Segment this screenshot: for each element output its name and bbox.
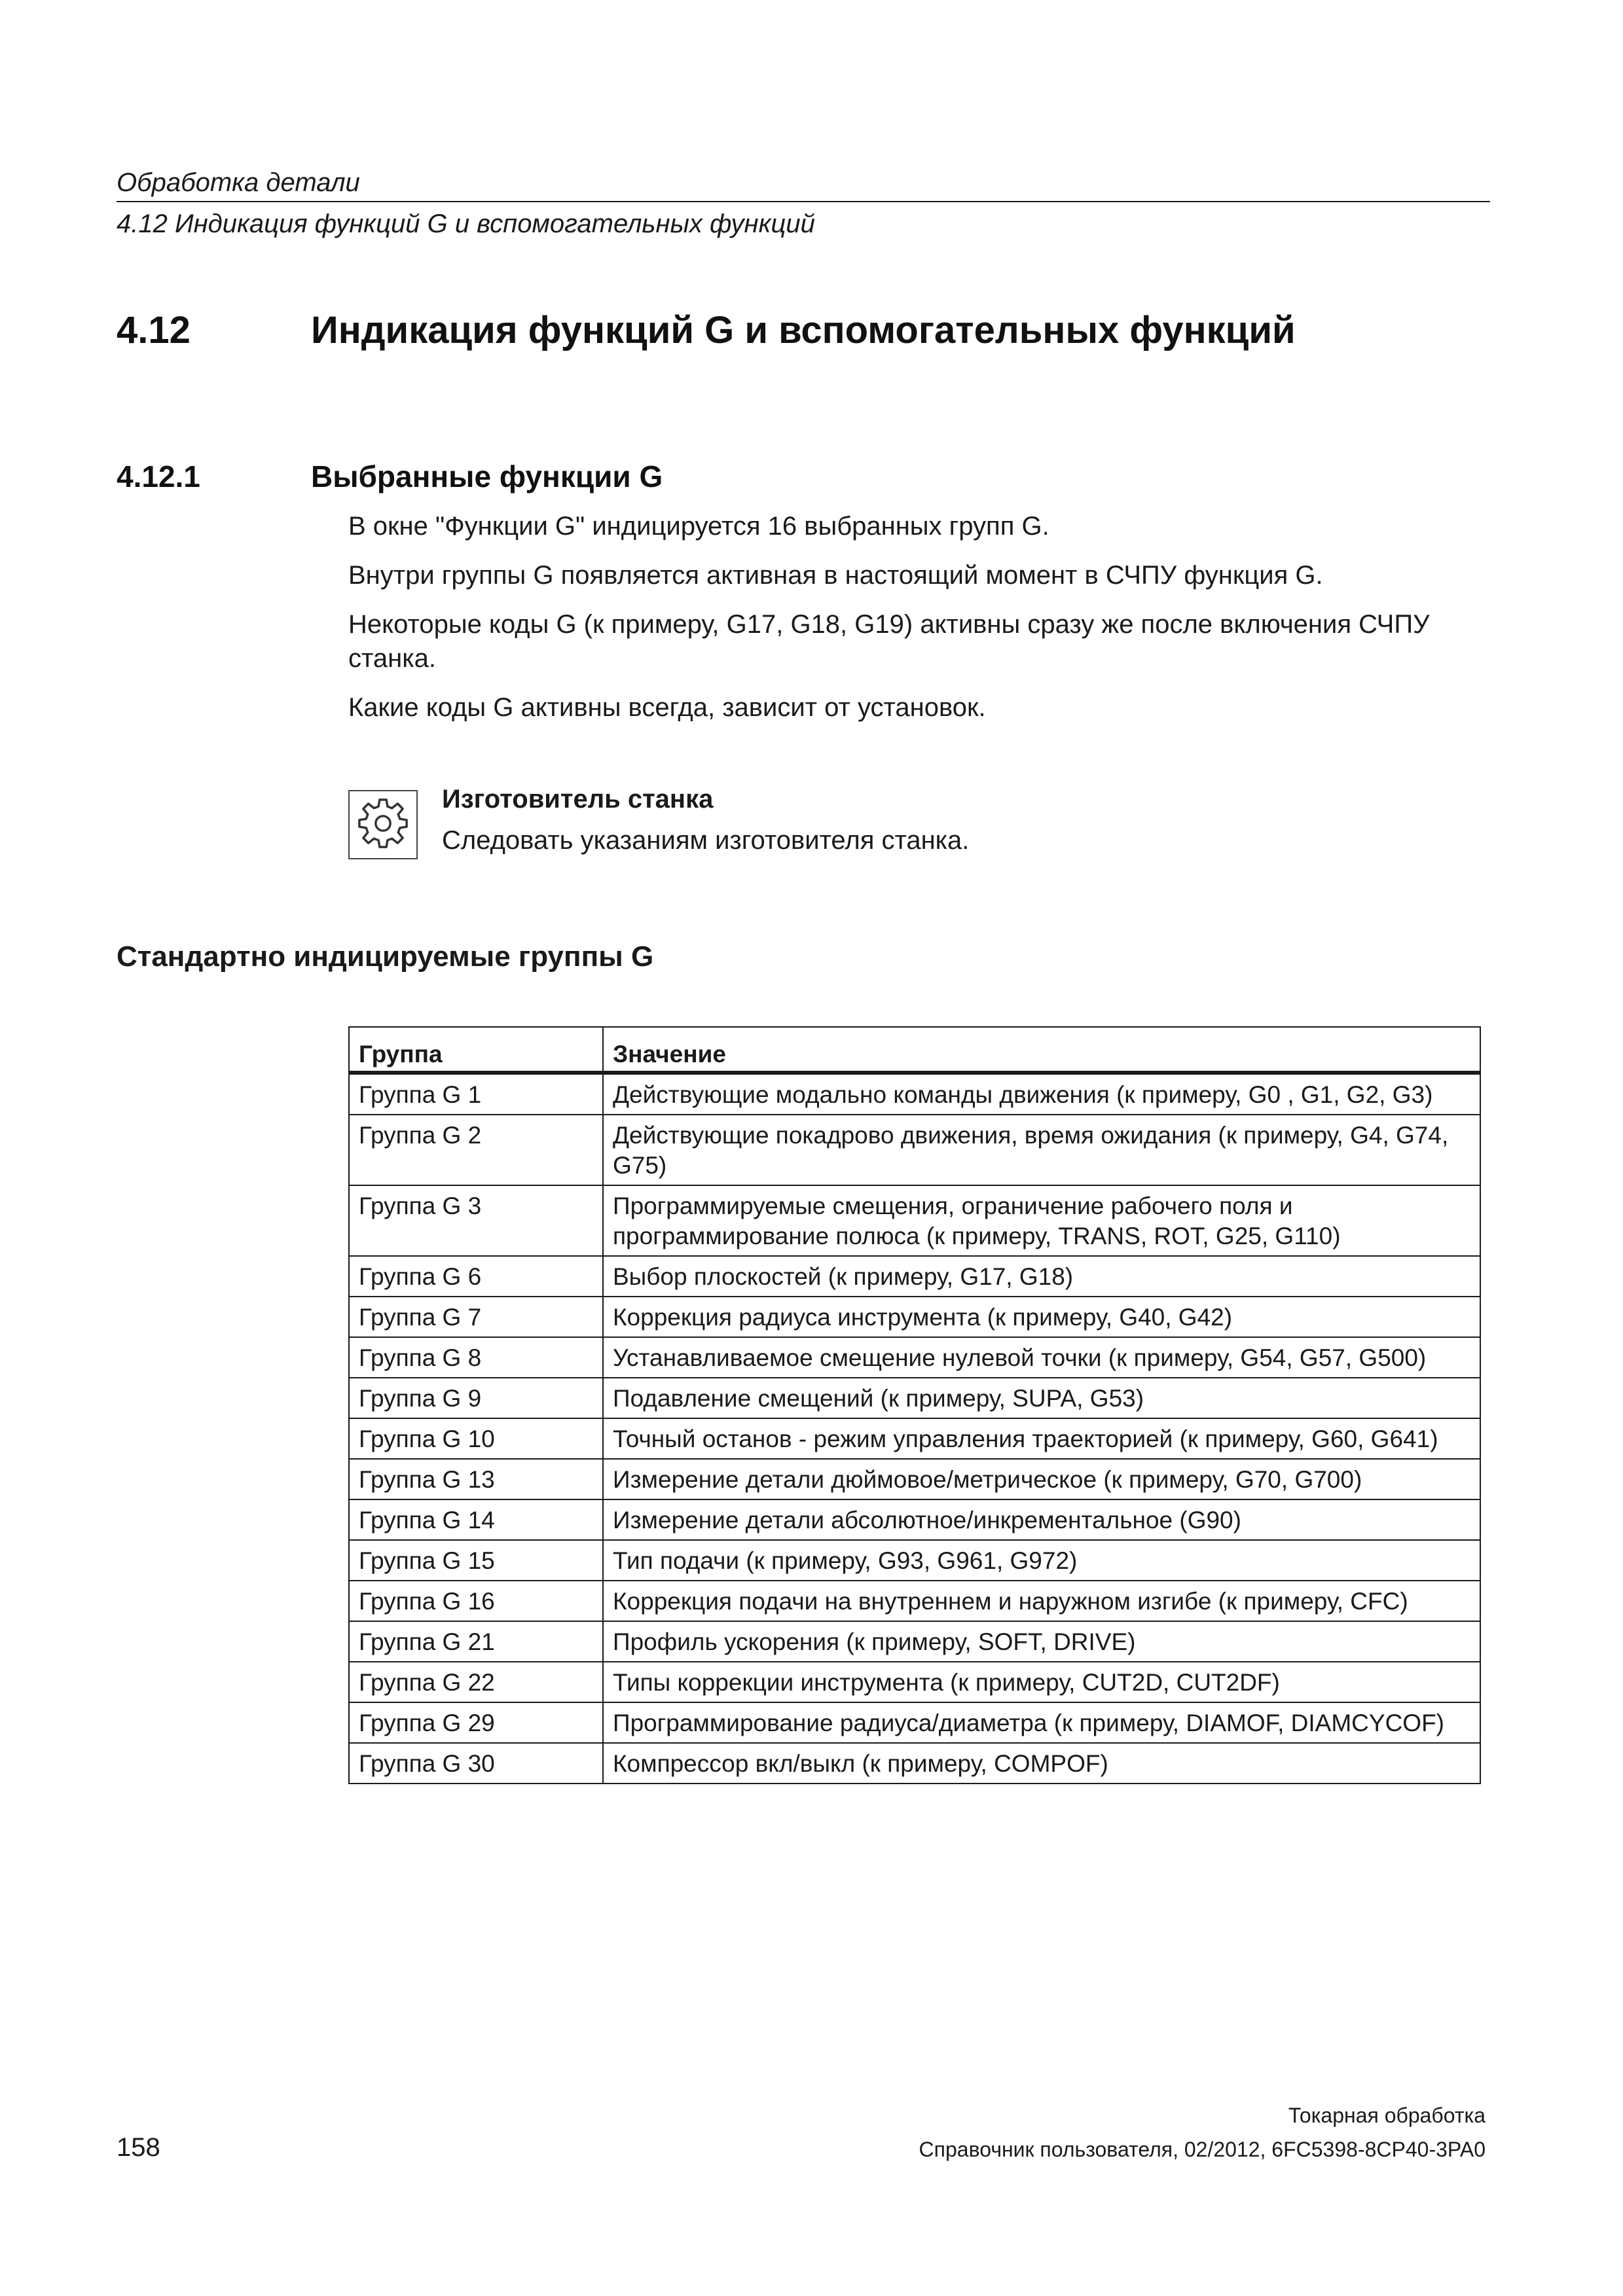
meaning-cell: Действующие покадрово движения, время ожидания (к примеру, G4, G74, G75) (603, 1115, 1480, 1185)
footer-book-title: Токарная обработка (1288, 2104, 1486, 2127)
table-row (349, 1540, 1480, 1581)
group-cell: Группа G 30 (349, 1743, 603, 1784)
table-row (349, 1418, 1480, 1459)
subsection-number: 4.12.1 (117, 459, 200, 493)
paragraph: Внутри группы G появляется активная в настоящий момент в СЧПУ функция G. (348, 561, 1323, 590)
meaning-cell: Тип подачи (к примеру, G93, G961, G972) (603, 1540, 1480, 1581)
meaning-cell: Типы коррекции инструмента (к примеру, CUT2D, CUT2DF) (603, 1662, 1480, 1702)
meaning-cell: Программирование радиуса/диаметра (к примеру, DIAMOF, DIAMCYCOF) (603, 1702, 1480, 1743)
group-cell: Группа G 15 (349, 1540, 603, 1581)
table-row (349, 1378, 1480, 1418)
group-cell: Группа G 2 (349, 1115, 603, 1185)
group-cell: Группа G 10 (349, 1418, 603, 1459)
table-header-row (349, 1027, 1480, 1073)
table-row (349, 1337, 1480, 1378)
meaning-cell: Подавление смещений (к примеру, SUPA, G53) (603, 1378, 1480, 1418)
group-cell: Группа G 6 (349, 1256, 603, 1297)
group-cell: Группа G 13 (349, 1459, 603, 1499)
group-cell: Группа G 14 (349, 1499, 603, 1540)
section-title: Индикация функций G и вспомогательных функций (311, 309, 1296, 351)
note-text: Следовать указаниям изготовителя станка. (442, 826, 970, 855)
meaning-cell: Программируемые смещения, ограничение рабочего поля и программирование полюса (к примеру, TRANS, ROT, G25, G110) (603, 1185, 1480, 1256)
table-row (349, 1621, 1480, 1662)
section-number: 4.12 (117, 309, 191, 351)
meaning-cell: Коррекция подачи на внутреннем и наружном изгибе (к примеру, CFC) (603, 1581, 1480, 1621)
group-cell: Группа G 16 (349, 1581, 603, 1621)
table-row (349, 1459, 1480, 1499)
meaning-cell: Измерение детали дюймовое/метрическое (к примеру, G70, G700) (603, 1459, 1480, 1499)
paragraph: Какие коды G активны всегда, зависит от установок. (348, 693, 986, 722)
g-groups-table (348, 1026, 1481, 1784)
meaning-cell: Профиль ускорения (к примеру, SOFT, DRIVE) (603, 1621, 1480, 1662)
group-cell: Группа G 8 (349, 1337, 603, 1378)
table-row (349, 1115, 1480, 1185)
header-divider (117, 201, 1490, 202)
paragraph: Некоторые коды G (к примеру, G17, G18, G19) активны сразу же после включения СЧПУ станка. (348, 610, 1430, 673)
table-row (349, 1297, 1480, 1337)
meaning-cell: Выбор плоскостей (к примеру, G17, G18) (603, 1256, 1480, 1297)
table-heading: Стандартно индицируемые группы G (117, 941, 654, 973)
note-icon-box (348, 790, 418, 859)
group-cell: Группа G 22 (349, 1662, 603, 1702)
page-number: 158 (117, 2133, 160, 2162)
note-title: Изготовитель станка (442, 785, 714, 814)
running-header-chapter: Обработка детали (117, 168, 360, 197)
gear-icon (355, 795, 411, 855)
meaning-cell: Измерение детали абсолютное/инкрементальное (G90) (603, 1499, 1480, 1540)
group-cell: Группа G 9 (349, 1378, 603, 1418)
column-header-meaning: Значение (603, 1027, 1480, 1073)
group-cell: Группа G 29 (349, 1702, 603, 1743)
subsection-title: Выбранные функции G (311, 459, 663, 493)
group-cell: Группа G 21 (349, 1621, 603, 1662)
table-row (349, 1743, 1480, 1784)
column-header-group: Группа (349, 1027, 603, 1073)
group-cell: Группа G 7 (349, 1297, 603, 1337)
table-row (349, 1702, 1480, 1743)
table-row (349, 1073, 1480, 1115)
paragraph: В окне "Функции G" индицируется 16 выбранных групп G. (348, 512, 1049, 541)
footer-publication: Справочник пользователя, 02/2012, 6FC5398-8CP40-3PA0 (919, 2138, 1486, 2161)
table-row (349, 1499, 1480, 1540)
meaning-cell: Коррекция радиуса инструмента (к примеру, G40, G42) (603, 1297, 1480, 1337)
table-row (349, 1256, 1480, 1297)
group-cell: Группа G 3 (349, 1185, 603, 1256)
running-header-section: 4.12 Индикация функций G и вспомогательных функций (117, 209, 815, 238)
table-row (349, 1185, 1480, 1256)
meaning-cell: Компрессор вкл/выкл (к примеру, COMPOF) (603, 1743, 1480, 1784)
group-cell: Группа G 1 (349, 1073, 603, 1115)
meaning-cell: Действующие модально команды движения (к примеру, G0 , G1, G2, G3) (603, 1073, 1480, 1115)
meaning-cell: Точный останов - режим управления траекторией (к примеру, G60, G641) (603, 1418, 1480, 1459)
table-row (349, 1581, 1480, 1621)
meaning-cell: Устанавливаемое смещение нулевой точки (к примеру, G54, G57, G500) (603, 1337, 1480, 1378)
table-row (349, 1662, 1480, 1702)
